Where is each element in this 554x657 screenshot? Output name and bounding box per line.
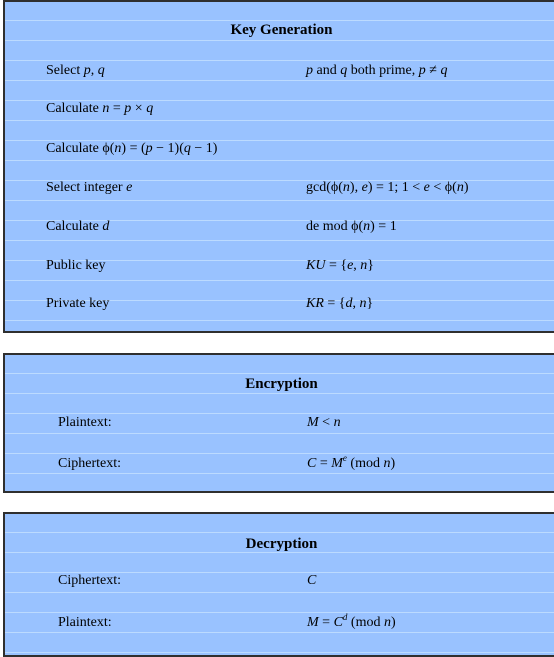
decryption-value-plaintext: $M = C^d$ (mod n): [307, 612, 396, 630]
keygen-label-select-e: Select integer e: [46, 180, 133, 195]
decryption-label-ciphertext: Ciphertext:: [58, 573, 121, 588]
encryption-label-plaintext: Plaintext:: [58, 415, 112, 430]
encryption-value-plaintext: M < n: [307, 415, 341, 430]
keygen-label-calc-d: Calculate d: [46, 219, 110, 234]
keygen-label-calc-n: Calculate n = p × q: [46, 101, 154, 116]
keygen-row-public-key: [5, 256, 554, 276]
keygen-label-calc-phi: Calculate ϕ(n) = (p − 1)(q − 1): [46, 141, 218, 156]
decryption-label-plaintext: Plaintext:: [58, 615, 112, 630]
keygen-label-select-pq: Select p, q: [46, 63, 105, 78]
keygen-row-calc-n: [5, 99, 554, 119]
decryption-row-ciphertext: [5, 571, 554, 591]
keygen-row-calc-phi: [5, 139, 554, 159]
decryption-title: Decryption: [245, 536, 318, 552]
keygen-value-calc-d: de mod ϕ(n) = 1: [306, 219, 397, 234]
encryption-value-ciphertext: $C = M^e$ (mod n): [307, 453, 396, 471]
decryption-row-plaintext: [5, 613, 554, 633]
encryption-title: Encryption: [245, 376, 318, 392]
keygen-value-private-key: KR = {d, n}: [306, 296, 374, 311]
keygen-value-select-e: gcd(ϕ(n), e) = 1; 1 < e < ϕ(n): [306, 180, 469, 195]
encryption-label-ciphertext: Ciphertext:: [58, 456, 121, 471]
key-generation-panel: [3, 0, 554, 333]
keygen-row-private-key: [5, 294, 554, 314]
key-generation-title: Key Generation: [230, 22, 333, 38]
keygen-row-select-e: [5, 178, 554, 198]
encryption-row-ciphertext: [5, 454, 554, 474]
keygen-label-private-key: Private key: [46, 296, 110, 311]
keygen-value-select-pq: p and q both prime, p ≠ q: [306, 63, 448, 78]
decryption-panel: [3, 512, 554, 657]
encryption-row-plaintext: [5, 413, 554, 433]
keygen-row-select-pq: [5, 61, 554, 81]
keygen-label-public-key: Public key: [46, 258, 106, 273]
keygen-row-calc-d: [5, 217, 554, 237]
encryption-panel: [3, 353, 554, 493]
decryption-value-ciphertext: C: [307, 573, 317, 588]
keygen-value-public-key: KU = {e, n}: [306, 258, 375, 273]
